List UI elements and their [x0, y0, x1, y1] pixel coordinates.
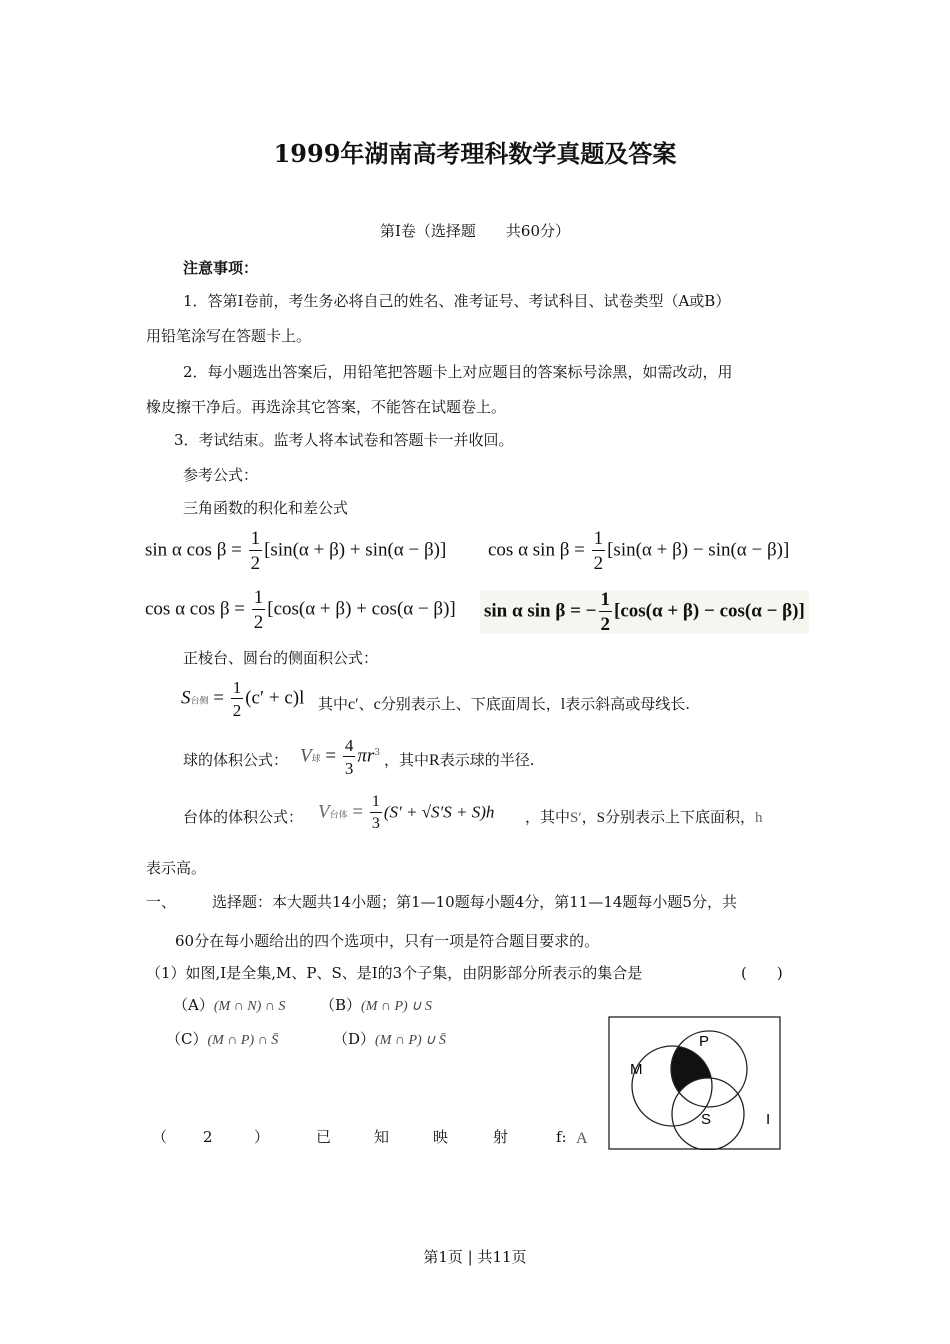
option-d: （D）(M ∩ P) ∪ S̄: [333, 1030, 446, 1048]
venn-diagram: [608, 1016, 781, 1150]
set-p-label: P: [699, 1033, 710, 1050]
frustum-volume-description: ，其中S′，S分别表示上下底面积，h: [525, 808, 763, 826]
question-1-stem: （1）如图,I是全集,M、P、S、是I的3个子集，由阴影部分所表示的集合是: [146, 964, 643, 982]
set-i-label: I: [766, 1111, 771, 1128]
question-1-answer-bracket: ( ): [741, 964, 783, 982]
notice-item-3: 3．考试结束。监考人将本试卷和答题卡一并收回。: [174, 431, 514, 449]
formula-lateral-area: S台侧 = $\frac{1}{2}$ (c′ + c)l: [181, 678, 305, 720]
option-b: （B）(M ∩ P) ∪ S: [320, 996, 432, 1014]
formula-sin-cos: sin α cos β = $\frac{1}{2}$ [sin(α + β) + sin(α − β)]: [145, 528, 447, 574]
formula-sin-sin: sin α sin β = − $\frac{1}{2}$ [cos(α + β) − cos(α − β)]: [480, 590, 809, 634]
q2-char: f:: [556, 1128, 567, 1146]
section-intro-line-1: 选择题：本大题共14小题；第1—10题每小题4分，第11—14题每小题5分，共: [212, 893, 737, 911]
section-header: 第Ⅰ卷（选择题 共60分）: [379, 222, 570, 240]
notice-heading: 注意事项：: [183, 259, 259, 277]
set-m-label: M: [630, 1061, 643, 1078]
option-a: （A）(M ∩ N) ∩ S: [173, 996, 286, 1014]
page-title: 1999年湖南高考理科数学真题及答案: [273, 139, 677, 168]
q2-char: 已: [316, 1128, 332, 1146]
q2-char: 知: [374, 1128, 390, 1146]
option-c: （C）(M ∩ P) ∩ S̄: [166, 1030, 279, 1048]
q2-char: 映: [433, 1128, 449, 1146]
q2-char: ）: [254, 1128, 270, 1146]
notice-item-1-line-1: 1．答第Ⅰ卷前，考生务必将自己的姓名、准考证号、考试科目、试卷类型（A或B）: [183, 292, 731, 310]
formulas-heading: 参考公式：: [183, 466, 259, 484]
page-footer: 第1页 | 共11页: [423, 1248, 527, 1266]
frustum-volume-description-end: 表示高。: [146, 859, 207, 877]
notice-item-2-line-2: 橡皮擦干净后。再选涂其它答案，不能答在试题卷上。: [146, 398, 507, 416]
notice-item-1-line-2: 用铅笔涂写在答题卡上。: [146, 327, 312, 345]
section-intro-line-2: 60分在每小题给出的四个选项中，只有一项是符合题目要求的。: [175, 932, 600, 950]
formula-frustum-volume: V台体 = $\frac{1}{3}$ (S′ + √S′S + S)h: [318, 793, 495, 832]
formula-cos-cos: cos α cos β = $\frac{1}{2}$ [cos(α + β) + cos(α − β)]: [145, 587, 456, 633]
formula-cos-sin: cos α sin β = $\frac{1}{2}$ [sin(α + β) − sin(α − β)]: [488, 528, 790, 574]
frustum-volume-label: 台体的体积公式：: [183, 808, 304, 826]
sphere-volume-description: ，其中R表示球的半径.: [384, 751, 535, 769]
q2-char: 射: [493, 1128, 509, 1146]
section-number: 一、: [146, 893, 177, 911]
notice-item-2-line-1: 2．每小题选出答案后，用铅笔把答题卡上对应题目的答案标号涂黑，如需改动，用: [183, 363, 733, 381]
q2-char: 2: [203, 1128, 213, 1146]
frustum-area-heading: 正棱台、圆台的侧面积公式：: [183, 649, 379, 667]
set-s-label: S: [701, 1111, 712, 1128]
trig-heading: 三角函数的积化和差公式: [183, 499, 349, 517]
q2-set-a: A: [576, 1130, 588, 1147]
lateral-area-description: 其中c′、c分别表示上、下底面周长，l表示斜高或母线长.: [318, 695, 690, 713]
q2-char: （: [152, 1128, 168, 1146]
sphere-volume-label: 球的体积公式：: [183, 751, 289, 769]
formula-sphere-volume: V球 = $\frac{4}{3}$ $\pi r^3$: [300, 736, 380, 778]
